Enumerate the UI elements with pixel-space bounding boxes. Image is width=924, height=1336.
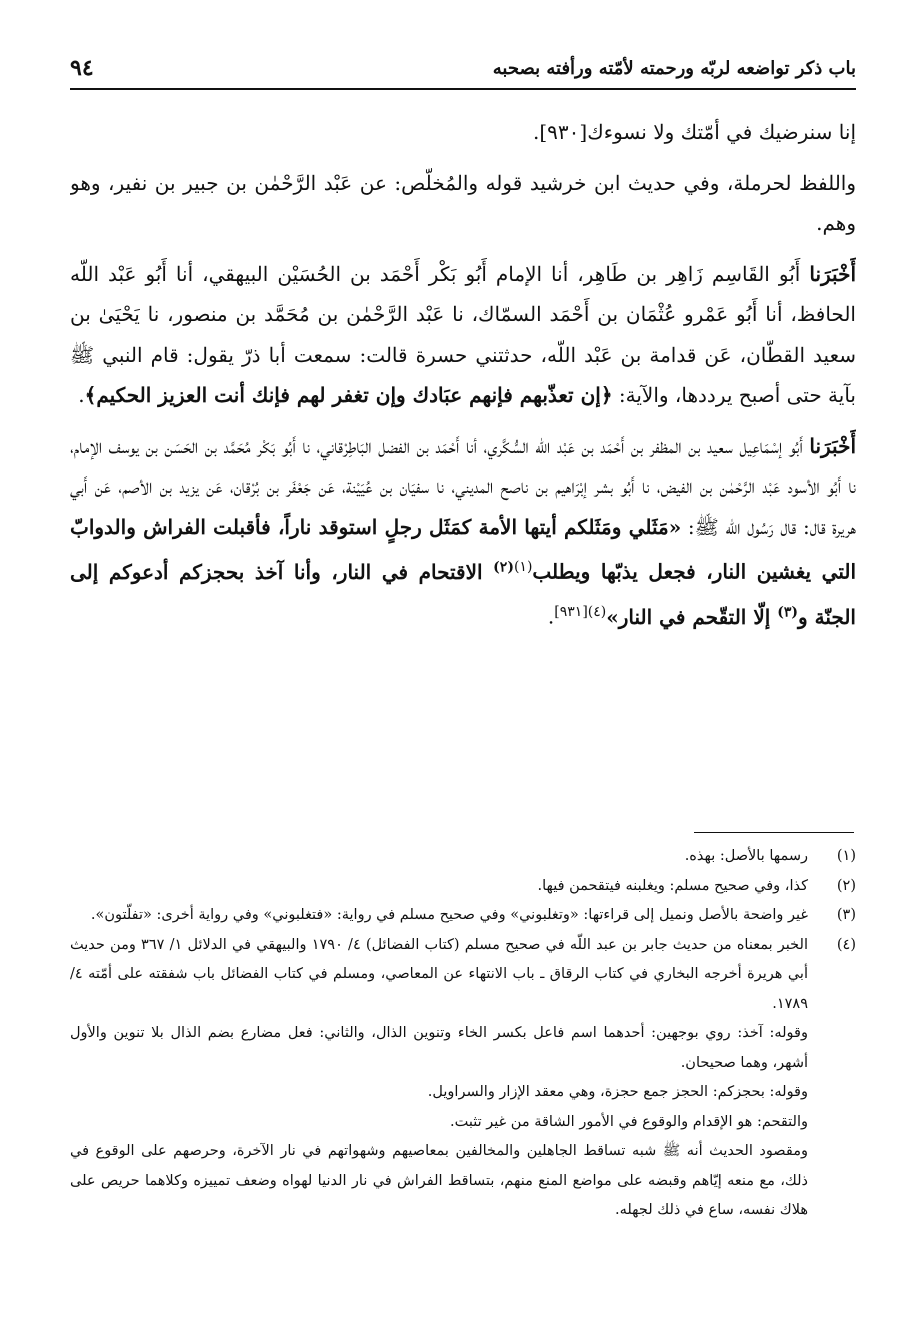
isnad-text: أَبُو إسْمَاعِيل سعيد بن المظفر بن أَحْمَد بن عَبْد اللّه السُّكَّري، أنا أَحْمَد بن الفضل البَاطِرْقاني، نا أَبُو بَكْر مُحَمَّد بن الحَسَن بن يوسف الإمام، نا أَبُو الأسود عَبْد الرَّحْمٰن بن الفيض، نا أَبُو بشر إبْرَاهيم بن ناصح المديني، نا سفيَان بن عُيَيْنة، عَن جَعْفَر بن بُرْقان، عَن يزيد بن الأصم، عَن أَبي هريرة قال: قال رَسُول اللّه ﷺ:: [70, 433, 856, 539]
chapter-title: باب ذكر تواضعه لربّه ورحمته لأمّته ورأفته بصحبه: [492, 57, 856, 79]
paragraph-2: واللفظ لحرملة، وفي حديث ابن خرشيد قوله والمُخلّص: عن عَبْد الرَّحْمٰن بن جبير بن نفير، وهو وهم.: [70, 170, 856, 235]
footnote-ref: (٤)[٩٣١]: [554, 604, 607, 621]
footnote-separator: [694, 832, 854, 833]
footnote-text: الخبر بمعناه من حديث جابر بن عبد اللّه في صحيح مسلم (كتاب الفضائل) ٤/ ١٧٩٠ والبيهقي في الدلائل ١/ ٣٦٧ ومن حديث أبي هريرة أخرجه البخاري في كتاب الرقاق ـ باب الانتهاء عن المعاصي، ومسلم في كتاب الفضائل باب شفقته على أمّته ٤/ ١٧٨٩.: [70, 936, 808, 1012]
footnote-number: (٤): [836, 936, 856, 953]
quran-quote: ﴿إن تعذّبهم فإنهم عبَادك وإن تغفر لهم فإنك أنت العزيز الحكيم﴾: [84, 383, 613, 407]
footnote: [70, 842, 856, 872]
footnote-note: والتقحم: هو الإقدام والوقوع في الأمور الشاقة من غير تثبت.: [449, 1113, 808, 1130]
footnote-ref: (٣): [777, 604, 799, 621]
footnote-note: وقوله: بحجزكم: الحجز جمع حجزة، وهي معقد الإزار والسراويل.: [427, 1084, 808, 1100]
footnote-ref: (٢): [493, 559, 514, 575]
footnote: [70, 901, 856, 931]
paragraph-3: [70, 254, 856, 416]
period: .: [547, 604, 555, 629]
page-number: ٩٤: [70, 55, 94, 81]
isnad-text: أَبُو القَاسِم زَاهِر بن طَاهِر، أنا الإمام أَبُو بَكْر أَحْمَد بن الحُسَيْن البيهقي، أنا أَبُو عَبْد اللّه الحافظ، أنا أَبُو عَمْرو عُثْمَان بن أَحْمَد السمّاك، نا عَبْد الرَّحْمٰن بن مُحَمَّد بن منصور، نا يَحْيَىٰ بن سعيد القطّان، عَن قدامة بن عَبْد اللّه، حدثتني حسرة قالت: سمعت أبا ذرّ يقول: قام النبي ﷺ بآية حتى أصبح يرددها، والآية:: [70, 261, 856, 407]
main-text: [70, 112, 856, 802]
period: .: [78, 383, 85, 407]
paragraph-4: [70, 426, 856, 638]
footnote: [70, 931, 856, 1020]
header-rule: [70, 88, 856, 90]
footnote-text: غير واضحة بالأصل ونميل إلى قراءتها: «وتغلبوني» وفي صحيح مسلم في رواية: «فتغلبوني» وفي رواية أخرى: «تفلّتون».: [90, 907, 808, 923]
hadith-quote: «مَثَلي ومَثَلكم أيتها الأمة كمَثَل رجلٍ استوقد ناراً، فأقبلت الفراش والدوابّ التي يغشين النار، فجعل يذبّها ويطلب: [70, 514, 856, 584]
footnote-number: (١): [836, 848, 856, 864]
akhbarana-lead: أَخْبَرَنا: [809, 433, 856, 458]
footnote-number: (٣): [836, 907, 856, 923]
akhbarana-lead: أَخْبَرَنا: [809, 261, 856, 286]
running-header: [70, 52, 856, 84]
footnote-note: ومقصود الحديث أنه ﷺ شبه تساقط الجاهلين والمخالفين بمعاصيهم وشهواتهم في نار الآخرة، وحرصهم على الوقوع في ذلك، مع منعه إيّاهم وقبضه على مواضع المنع منهم، بتساقط الفراش في نار الدنيا لهواه وضعف تمييزه وكلاهما حريص على هلاك نفسه، ساع في ذلك لجهله.: [70, 1143, 808, 1218]
footnote-number: (٢): [836, 877, 856, 894]
footnote-text: كذا، وفي صحيح مسلم: ويغلبنه فيتقحمن فيها.: [537, 877, 808, 894]
footnotes: [70, 842, 856, 1302]
paragraph-1: إنا سنرضيك في أمّتك ولا نسوءك[٩٣٠].: [533, 120, 856, 144]
footnote-text: رسمها بالأصل: بهذه.: [684, 848, 808, 864]
footnote-note: وقوله: آخذ: روي بوجهين: أحدهما اسم فاعل بكسر الخاء وتنوين الذال، والثاني: فعل مضارع بضم الذال بلا تنوين والأول أشهر، وهما صحيحان.: [70, 1025, 808, 1071]
footnote: [70, 872, 856, 902]
footnote-ref: (١): [513, 559, 533, 575]
hadith-quote: $^{(٢)}$ الاقتحام في النار، وأنا آخذ بحجزكم أدعوكم إلى الجنّة و$^{(٣)}$ إلّا التقّحم في النار»: [70, 559, 856, 629]
